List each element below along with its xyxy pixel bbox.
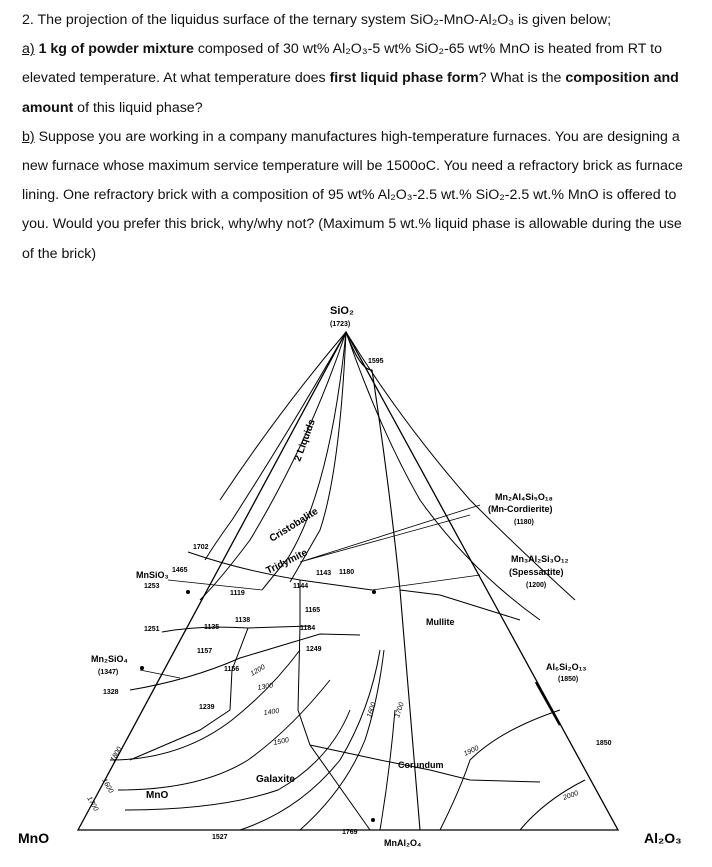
triangle-outline <box>78 332 618 830</box>
boundary-5 <box>162 626 310 632</box>
curve-g <box>440 710 560 830</box>
tie-mnsio3 <box>168 580 262 590</box>
compound-tephroite-temp: (1347) <box>98 669 119 676</box>
temp-1251: 1251 <box>144 626 160 633</box>
tie-cordierite <box>300 505 480 562</box>
temp-1157: 1157 <box>197 648 213 655</box>
compound-galaxite-formula: MnAl₂O₄ <box>384 838 422 848</box>
temp-1769: 1769 <box>342 829 358 836</box>
tie-spessartite <box>372 575 480 590</box>
compound-cordierite-temp: (1180) <box>514 519 534 526</box>
corner-mno: MnO <box>18 830 50 846</box>
point-cordierite <box>372 590 376 594</box>
part-a-label: a) <box>22 41 35 58</box>
boundary-8 <box>130 628 248 760</box>
isotherm-1300: 1300 <box>257 682 274 692</box>
part-a-bold-3: composition and amount <box>22 70 679 116</box>
temp-1184: 1184 <box>300 625 316 632</box>
compound-rhodonite-temp: 1253 <box>144 583 160 590</box>
temp-1527: 1527 <box>212 834 228 841</box>
field-tridymite: Tridymite <box>264 547 310 577</box>
apex-sio2-temp: (1723) <box>330 321 351 328</box>
compound-rhodonite-formula: MnSiO₃ <box>136 570 169 580</box>
question-text <box>22 6 692 269</box>
curve-j <box>205 332 346 560</box>
temp-1138: 1138 <box>235 617 251 624</box>
point-rhodonite <box>186 590 190 594</box>
temp-1328: 1328 <box>103 689 119 696</box>
compound-spessartite-name: (Spessartite) <box>509 567 564 577</box>
compound-cordierite-formula: Mn₂Al₄Si₅O₁₈ <box>495 492 553 502</box>
compound-tephroite-formula: Mn₂SiO₄ <box>91 654 128 664</box>
corner-al2o3: Al₂O₃ <box>644 830 682 846</box>
field-two-liquids: 2 Liquids <box>292 418 318 464</box>
boundary-6 <box>130 634 360 690</box>
isotherm-1800: 1800 <box>109 746 124 763</box>
isotherm-1700: 1700 <box>394 701 406 719</box>
temp-1850: 1850 <box>596 740 612 747</box>
isotherm-mno-1700: 1700 <box>85 795 100 813</box>
temp-1180: 1180 <box>339 569 355 576</box>
compound-cordierite-name: (Mn-Cordierite) <box>488 504 553 514</box>
question-intro: 2. The projection of the liquidus surface of the ternary system SiO₂-MnO-Al₂O₃ is given below; <box>22 12 612 28</box>
temp-1144: 1144 <box>293 583 309 590</box>
point-tephroite <box>140 666 144 670</box>
mullite-segment <box>536 682 560 725</box>
ternary-phase-diagram <box>0 290 712 867</box>
point-galaxite <box>371 818 375 822</box>
part-a-text-3: of this liquid phase? <box>73 99 203 116</box>
compound-mullite-temp: (1850) <box>558 676 579 683</box>
temp-1702: 1702 <box>193 544 209 551</box>
temp-1165: 1165 <box>305 607 321 614</box>
part-a-bold-1: 1 kg of powder mixture <box>34 41 194 58</box>
question-part-a <box>22 35 692 123</box>
part-b-label: b) <box>22 128 35 145</box>
curve-f <box>380 710 395 830</box>
field-cristobalite: Cristobalite <box>267 506 321 545</box>
isotherm-1900: 1900 <box>462 744 480 758</box>
isotherm-1600: 1600 <box>366 701 378 719</box>
temp-1119: 1119 <box>230 590 245 597</box>
apex-sio2: SiO₂ <box>330 305 354 317</box>
isotherm-1200: 1200 <box>249 663 267 678</box>
compound-mullite-formula: Al₆Si₂O₁₃ <box>546 662 587 672</box>
part-b-text: Suppose you are working in a company manufactures high-temperature furnaces. You are designing a new furnace whose maximum service temperature will be 1500oC. You need a refractory brick as furnace lining. One refractory brick with a composition of 95 wt% Al₂O₃-2.5 wt.% SiO₂-2.5 wt.% MnO is offered to you. Would you prefer this brick, why/why not? (Maximum 5 wt.% liquid phase is allowable during the use of the brick) <box>22 128 683 262</box>
question-part-b <box>22 123 692 269</box>
temp-1143: 1143 <box>316 570 332 577</box>
temp-1595: 1595 <box>368 358 384 365</box>
isotherm-2000: 2000 <box>562 789 580 802</box>
curve-k <box>220 332 346 500</box>
part-a-text-2: ? What is the <box>478 70 566 87</box>
field-mullite: Mullite <box>426 617 455 627</box>
isotherm-mno-1600: 1600 <box>100 777 115 795</box>
temp-1239: 1239 <box>199 704 215 711</box>
part-a-bold-2: first liquid phase form <box>329 70 479 87</box>
compound-spessartite-formula: Mn₃Al₂Si₃O₁₂ <box>511 554 569 564</box>
isotherm-1500: 1500 <box>272 736 290 747</box>
curve-h <box>520 780 585 830</box>
isotherm-1400: 1400 <box>263 707 280 717</box>
field-corundum: Corundum <box>398 760 444 770</box>
part-a-text-1: composed of 30 wt% Al₂O₃-5 wt% SiO₂-65 wt% MnO is heated from RT to elevated temperature. At what temperature does <box>22 41 662 87</box>
temp-1156: 1156 <box>224 666 240 673</box>
field-galaxite: Galaxite <box>256 774 295 785</box>
boundary-10 <box>400 590 520 620</box>
compound-spessartite-temp: (1200) <box>526 582 547 589</box>
temp-1465: 1465 <box>172 567 188 574</box>
temp-1249: 1249 <box>306 646 322 653</box>
temp-1135: 1135 <box>204 624 220 631</box>
curve-e <box>300 650 384 830</box>
curve-d <box>240 650 380 830</box>
field-mno: MnO <box>146 790 169 801</box>
